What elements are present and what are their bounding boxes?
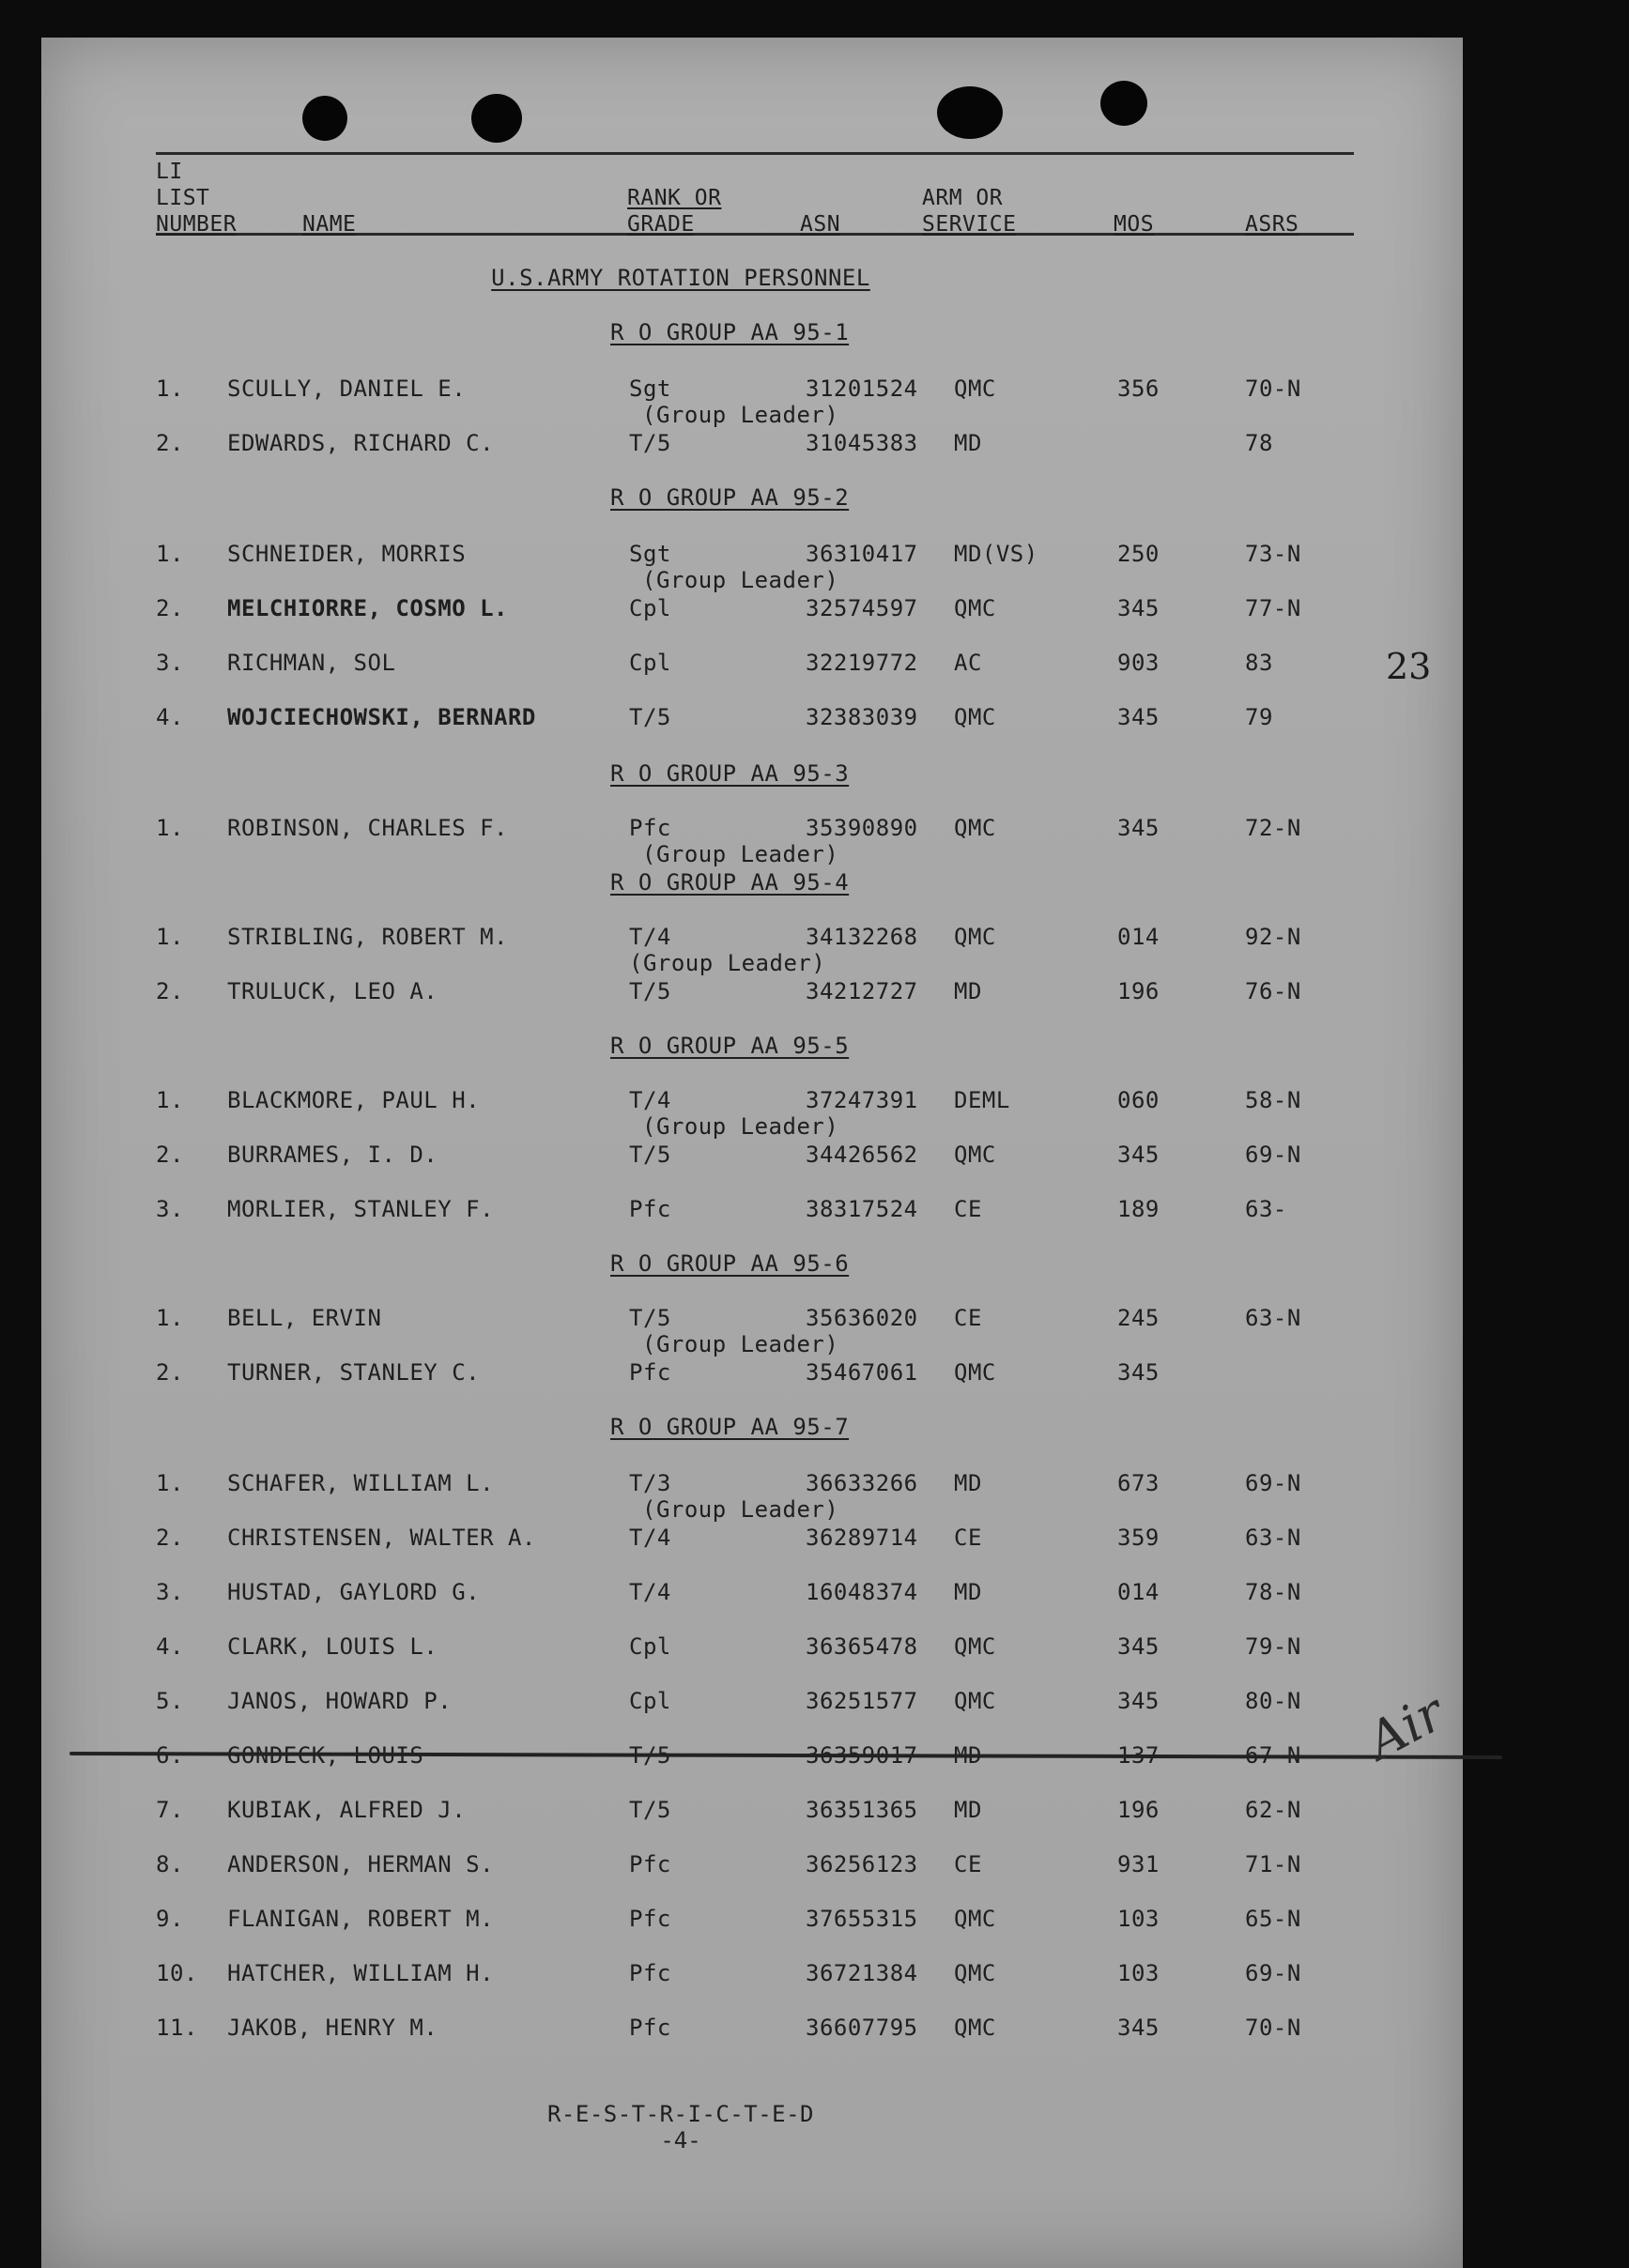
page-number: -4- (660, 2127, 701, 2153)
asrs: 65-N (1245, 1906, 1301, 1932)
list-number: 1. (156, 924, 184, 950)
rank: Pfc (629, 1906, 671, 1932)
group-leader-note: (Group Leader) (642, 1331, 839, 1357)
rank: Cpl (629, 595, 671, 621)
asn: 37247391 (806, 1087, 918, 1113)
table-row (41, 1196, 1463, 1226)
rank: Pfc (629, 1960, 671, 1986)
binder-hole (937, 86, 1003, 139)
arm-service: QMC (954, 375, 996, 402)
table-row (41, 1359, 1463, 1389)
asrs: 72-N (1245, 815, 1301, 841)
asrs: 63-N (1245, 1305, 1301, 1331)
asn: 16048374 (806, 1579, 918, 1605)
asn: 32574597 (806, 595, 918, 621)
rank: Pfc (629, 1196, 671, 1222)
asrs: 69-N (1245, 1470, 1301, 1496)
mos: 014 (1117, 1579, 1160, 1605)
header-arm-or: ARM OR (922, 186, 1004, 210)
list-number: 2. (156, 1525, 184, 1551)
list-number: 2. (156, 430, 184, 456)
arm-service: AC (954, 650, 982, 676)
arm-service: CE (954, 1196, 982, 1222)
group-leader-note: (Group Leader) (629, 950, 826, 976)
mos: 103 (1117, 1906, 1160, 1932)
group-title: R O GROUP AA 95-7 (610, 1414, 850, 1440)
asn: 31201524 (806, 375, 918, 402)
person-name: KUBIAK, ALFRED J. (227, 1797, 467, 1823)
list-number: 5. (156, 1688, 184, 1714)
rank: T/5 (629, 1797, 671, 1823)
margin-handwritten-word: Air (1358, 1682, 1454, 1771)
person-name: EDWARDS, RICHARD C. (227, 430, 495, 456)
person-name: TURNER, STANLEY C. (227, 1359, 481, 1386)
list-number: 2. (156, 1142, 184, 1168)
list-number: 1. (156, 375, 184, 402)
rank: T/4 (629, 1579, 671, 1605)
document-page (41, 38, 1463, 2268)
asrs: 83 (1245, 650, 1273, 676)
arm-service: QMC (954, 1142, 996, 1168)
asrs: 70-N (1245, 375, 1301, 402)
asrs: 70-N (1245, 2015, 1301, 2041)
arm-service: QMC (954, 815, 996, 841)
arm-service: MD (954, 430, 982, 456)
mos: 345 (1117, 815, 1160, 841)
person-name: BELL, ERVIN (227, 1305, 382, 1331)
table-row (41, 1688, 1463, 1718)
rank: Pfc (629, 815, 671, 841)
mos: 345 (1117, 1359, 1160, 1386)
person-name: HATCHER, WILLIAM H. (227, 1960, 495, 1986)
mos: 931 (1117, 1851, 1160, 1877)
table-row (41, 1142, 1463, 1172)
list-number: 4. (156, 704, 184, 730)
mos: 196 (1117, 1797, 1160, 1823)
arm-service: CE (954, 1851, 982, 1877)
arm-service: MD (954, 1470, 982, 1496)
person-name: SCHAFER, WILLIAM L. (227, 1470, 495, 1496)
mos: 250 (1117, 541, 1160, 567)
table-row (41, 1797, 1463, 1827)
asn: 36351365 (806, 1797, 918, 1823)
asn: 36289714 (806, 1525, 918, 1551)
asn: 36310417 (806, 541, 918, 567)
asrs: 78-N (1245, 1579, 1301, 1605)
mos: 673 (1117, 1470, 1160, 1496)
group-leader-note: (Group Leader) (642, 1113, 839, 1140)
arm-service: QMC (954, 1906, 996, 1932)
arm-service: QMC (954, 704, 996, 730)
list-number: 1. (156, 541, 184, 567)
asrs: 92-N (1245, 924, 1301, 950)
rank: T/5 (629, 430, 671, 456)
asn: 32219772 (806, 650, 918, 676)
list-number: 8. (156, 1851, 184, 1877)
table-row (41, 650, 1463, 680)
table-row (41, 704, 1463, 734)
mos: 345 (1117, 1633, 1160, 1660)
table-row (41, 978, 1463, 1008)
person-name: CHRISTENSEN, WALTER A. (227, 1525, 536, 1551)
asrs: 63-N (1245, 1525, 1301, 1551)
asrs: 73-N (1245, 541, 1301, 567)
arm-service: MD (954, 978, 982, 1004)
person-name: SCHNEIDER, MORRIS (227, 541, 467, 567)
group-title: R O GROUP AA 95-1 (610, 319, 850, 345)
rank: T/5 (629, 1305, 671, 1331)
person-name: CLARK, LOUIS L. (227, 1633, 438, 1660)
table-row (41, 595, 1463, 625)
asrs: 76-N (1245, 978, 1301, 1004)
group-title: R O GROUP AA 95-5 (610, 1033, 850, 1059)
arm-service: QMC (954, 1960, 996, 1986)
person-name: RICHMAN, SOL (227, 650, 396, 676)
rank: T/5 (629, 1142, 671, 1168)
asn: 36633266 (806, 1470, 918, 1496)
mos: 014 (1117, 924, 1160, 950)
asrs: 63- (1245, 1196, 1287, 1222)
rank: Pfc (629, 1359, 671, 1386)
list-number: 2. (156, 1359, 184, 1386)
mos: 245 (1117, 1305, 1160, 1331)
asrs: 77-N (1245, 595, 1301, 621)
asrs: 80-N (1245, 1688, 1301, 1714)
mos: 345 (1117, 704, 1160, 730)
group-title: R O GROUP AA 95-6 (610, 1250, 850, 1277)
header-grade: GRADE (627, 212, 695, 237)
arm-service: QMC (954, 2015, 996, 2041)
mos: 359 (1117, 1525, 1160, 1551)
mos: 356 (1117, 375, 1160, 402)
arm-service: MD(VS) (954, 541, 1038, 567)
header-top-rule (156, 152, 1354, 155)
asrs: 69-N (1245, 1142, 1301, 1168)
list-number: 4. (156, 1633, 184, 1660)
mos: 345 (1117, 2015, 1160, 2041)
group-title: R O GROUP AA 95-2 (610, 484, 850, 511)
group-leader-note: (Group Leader) (642, 567, 839, 593)
list-number: 1. (156, 1470, 184, 1496)
asrs: 71-N (1245, 1851, 1301, 1877)
list-number: 2. (156, 978, 184, 1004)
asrs: 79 (1245, 704, 1273, 730)
table-row (41, 2015, 1463, 2045)
table-row (41, 1960, 1463, 1990)
person-name: BLACKMORE, PAUL H. (227, 1087, 481, 1113)
header-asn: ASN (800, 212, 841, 237)
group-title: R O GROUP AA 95-3 (610, 760, 850, 787)
asn: 35636020 (806, 1305, 918, 1331)
asn: 37655315 (806, 1906, 918, 1932)
person-name: JAKOB, HENRY M. (227, 2015, 438, 2041)
header-list: LIST (156, 186, 210, 210)
arm-service: QMC (954, 1359, 996, 1386)
person-name: TRULUCK, LEO A. (227, 978, 438, 1004)
person-name: ROBINSON, CHARLES F. (227, 815, 508, 841)
rank: Sgt (629, 375, 671, 402)
header-name: NAME (302, 212, 357, 237)
arm-service: QMC (954, 1633, 996, 1660)
mos: 189 (1117, 1196, 1160, 1222)
asn: 36251577 (806, 1688, 918, 1714)
binder-hole (302, 96, 347, 141)
group-leader-note: (Group Leader) (642, 841, 839, 867)
person-name: MORLIER, STANLEY F. (227, 1196, 495, 1222)
rank: Pfc (629, 2015, 671, 2041)
asn: 32383039 (806, 704, 918, 730)
arm-service: QMC (954, 924, 996, 950)
list-number: 11. (156, 2015, 198, 2041)
group-leader-note: (Group Leader) (642, 402, 839, 428)
asn: 34212727 (806, 978, 918, 1004)
rank: Cpl (629, 650, 671, 676)
list-number: 1. (156, 815, 184, 841)
table-row (41, 1633, 1463, 1663)
table-row (41, 1579, 1463, 1609)
rank: T/3 (629, 1470, 671, 1496)
list-number: 10. (156, 1960, 198, 1986)
asn: 34426562 (806, 1142, 918, 1168)
asrs: 58-N (1245, 1087, 1301, 1113)
mos: 345 (1117, 1142, 1160, 1168)
asn: 36607795 (806, 2015, 918, 2041)
restricted-footer: R-E-S-T-R-I-C-T-E-D (546, 2101, 815, 2127)
margin-handwritten-number: 23 (1386, 646, 1432, 687)
list-number: 1. (156, 1305, 184, 1331)
group-leader-note: (Group Leader) (642, 1496, 839, 1523)
person-name: ANDERSON, HERMAN S. (227, 1851, 495, 1877)
asrs: 62-N (1245, 1797, 1301, 1823)
rank: T/4 (629, 1525, 671, 1551)
list-number: 2. (156, 595, 184, 621)
person-name: SCULLY, DANIEL E. (227, 375, 467, 402)
asn: 36256123 (806, 1851, 918, 1877)
table-row (41, 1525, 1463, 1555)
rank: Sgt (629, 541, 671, 567)
header-mos: MOS (1114, 212, 1155, 237)
asn: 36721384 (806, 1960, 918, 1986)
header-asrs: ASRS (1245, 212, 1299, 237)
mos: 060 (1117, 1087, 1160, 1113)
person-name: STRIBLING, ROBERT M. (227, 924, 508, 950)
person-name: MELCHIORRE, COSMO L. (227, 595, 508, 621)
document-title: U.S.ARMY ROTATION PERSONNEL (491, 265, 870, 291)
asn: 35467061 (806, 1359, 918, 1386)
list-number: 1. (156, 1087, 184, 1113)
asn: 31045383 (806, 430, 918, 456)
mos: 903 (1117, 650, 1160, 676)
rank: Cpl (629, 1633, 671, 1660)
mos: 196 (1117, 978, 1160, 1004)
header-service: SERVICE (922, 212, 1017, 237)
arm-service: QMC (954, 595, 996, 621)
binder-hole (471, 94, 522, 143)
rank: T/4 (629, 924, 671, 950)
person-name: BURRAMES, I. D. (227, 1142, 438, 1168)
person-name: WOJCIECHOWSKI, BERNARD (227, 704, 536, 730)
rank: T/4 (629, 1087, 671, 1113)
asn: 36365478 (806, 1633, 918, 1660)
arm-service: DEML (954, 1087, 1010, 1113)
asn: 34132268 (806, 924, 918, 950)
asn: 38317524 (806, 1196, 918, 1222)
list-number: 3. (156, 650, 184, 676)
table-row (41, 430, 1463, 460)
asrs: 69-N (1245, 1960, 1301, 1986)
header-number: NUMBER (156, 212, 238, 237)
table-row (41, 1906, 1463, 1936)
rank: Cpl (629, 1688, 671, 1714)
arm-service: CE (954, 1305, 982, 1331)
list-number: 9. (156, 1906, 184, 1932)
person-name: HUSTAD, GAYLORD G. (227, 1579, 481, 1605)
list-number: 3. (156, 1579, 184, 1605)
group-title: R O GROUP AA 95-4 (610, 869, 850, 896)
rank: Pfc (629, 1851, 671, 1877)
list-number: 3. (156, 1196, 184, 1222)
mos: 103 (1117, 1960, 1160, 1986)
arm-service: MD (954, 1579, 982, 1605)
rank: T/5 (629, 978, 671, 1004)
asn: 35390890 (806, 815, 918, 841)
table-row (41, 1851, 1463, 1881)
arm-service: QMC (954, 1688, 996, 1714)
rank: T/5 (629, 704, 671, 730)
header-rank-or: RANK OR (627, 186, 722, 210)
header-li: LI (156, 160, 183, 184)
person-name: JANOS, HOWARD P. (227, 1688, 453, 1714)
list-number: 7. (156, 1797, 184, 1823)
arm-service: CE (954, 1525, 982, 1551)
mos: 345 (1117, 1688, 1160, 1714)
person-name: FLANIGAN, ROBERT M. (227, 1906, 495, 1932)
asrs: 79-N (1245, 1633, 1301, 1660)
mos: 345 (1117, 595, 1160, 621)
arm-service: MD (954, 1797, 982, 1823)
asrs: 78 (1245, 430, 1273, 456)
binder-hole (1100, 81, 1147, 126)
